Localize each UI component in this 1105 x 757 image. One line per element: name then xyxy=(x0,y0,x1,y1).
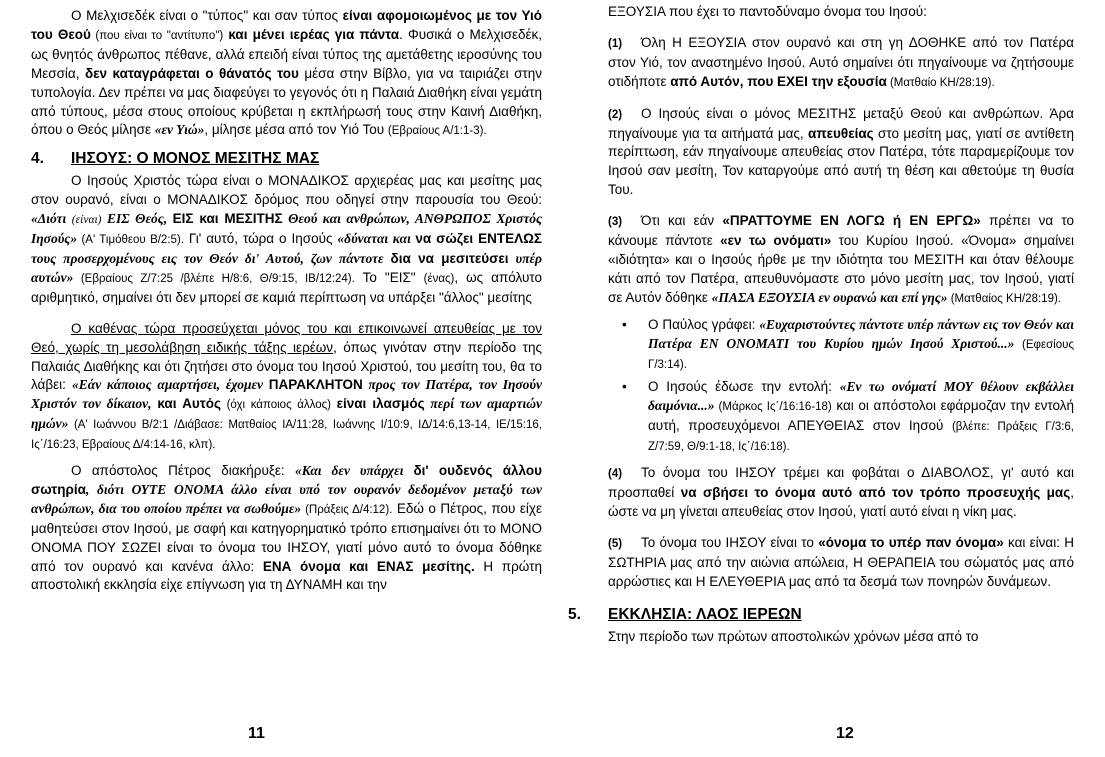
emphasis: δεν καταγράφεται ο θάνατός του xyxy=(84,65,299,81)
quote-emphasis: δια να μεσιτεύσει xyxy=(390,250,509,266)
point-4 xyxy=(608,464,1074,522)
emphasis: είναι αφομοιωμένος με τον Υιό του Θεού xyxy=(31,8,542,42)
text: στο μεσίτη μας, γιατί σε αντίθετη περίπτωση, εάν πηγαίνουμε απευθείας στον Πατέρα, τότε παραμερίζουμε τον Ιησού σαν μεσίτη, Τον καταργούμε από αυτή τη θέση και αθετούμε τη θυσία Του. xyxy=(608,125,1074,198)
quote-aside: (είναι) xyxy=(71,214,102,227)
quote-emphasis: ΕΙΣ και ΜΕΣΙΤΗΣ xyxy=(172,211,283,227)
text: Ο Ιησούς Χριστός τώρα είναι ο ΜΟΝΑΔΙΚΟΣ αρχιερέας μας και μεσίτης μας στον ουρανό, είναι ο ΜΟΝΑΔΙΚΟΣ δρόμος που οδηγεί στην παρουσία του Θεού: xyxy=(31,173,542,208)
reference: (Εβραίους Ζ/7:25 /βλέπε Η/8:6, Θ/9:15, ΙΒ/12:24). xyxy=(73,272,355,285)
quote: «Ευχαριστούντες πάντοτε υπέρ πάντων εις τον Θεόν και Πατέρα ΕΝ ΟΝΟΜΑΤΙ του Κυρίου ημών Ιησού Χριστού...» xyxy=(648,316,1074,351)
quote: τους προσερχομένους εις τον Θεόν δι' Αυτού, ζων πάντοτε xyxy=(31,250,391,266)
text: πρέπει να το κάνουμε πάντοτε xyxy=(608,213,1074,249)
quote: προς τον Πατέρα, τον Ιησούν Χριστόν τον δίκαιον, xyxy=(31,377,542,412)
section-title: ΕΚΚΛΗΣΙΑ: ΛΑΟΣ ΙΕΡΕΩΝ xyxy=(608,606,802,624)
paragraph-only-mediator xyxy=(31,172,542,307)
text: Γι' αυτό, τώρα ο Ιησούς xyxy=(183,231,338,247)
paragraph-church: Στην περίοδο των πρώτων αποστολικών χρόνων μέσα από το xyxy=(608,629,979,645)
emphasis: «ΠΡΑΤΤΟΥΜΕ ΕΝ ΛΟΓΩ ή ΕΝ ΕΡΓΩ» xyxy=(722,213,981,229)
section-title: ΙΗΣΟΥΣ: Ο ΜΟΝΟΣ ΜΕΣΙΤΗΣ ΜΑΣ xyxy=(71,150,320,168)
point-3 xyxy=(608,212,1074,309)
reference: (Α' Ιωάννου Β/2:1 /Διάβασε: Ματθαίος ΙΑ/11:28, Ιωάννης Ι/10:9, ΙΔ/14:6,13-14, ΙΕ/15:16, Ις΄/16:23, Εβραίους Δ/4:14-16, κλπ). xyxy=(31,419,542,452)
reference: (Μάρκος Ις΄/16:16-18) xyxy=(714,401,832,414)
text: . Φυσικά ο Μελχισεδέκ, ως θνητός άνθρωπος πέθανε, αλλά επειδή είναι τύπος της αμετάθετης ιεροσύνης του Μεσσία, xyxy=(31,26,543,81)
reference: (Πράξεις Δ/4:12). xyxy=(301,503,393,516)
aside: (ένας) xyxy=(423,272,455,285)
bullet-icon: • xyxy=(622,316,627,332)
quote: Θεού και ανθρώπων, ΑΝΘΡΩΠΟΣ Χριστός Ιησούς» xyxy=(31,211,542,247)
text: του Κυρίου Ιησού. «Όνομα» σημαίνει «ιδιότητα» και ο Ιησούς ήρθε με την ιδιότητα του ΜΕΣΙΤΗ και όταν θέλουμε κάτι από τον Πατέρα, απευθυνόμαστε στο μόνο μεσίτη μας, τον Ιησού, γιατί σε Αυτόν δόθηκε xyxy=(608,233,1074,305)
section-number: 5. xyxy=(568,606,581,624)
emphasis: «όνομα το υπέρ παν όνομα» xyxy=(818,534,1004,550)
paragraph-intro: ΕΞΟΥΣΙΑ που έχει το παντοδύναμο όνομα του Ιησού: xyxy=(608,4,927,19)
text: Ο Μελχισεδέκ είναι ο "τύπος" και σαν τύπος xyxy=(71,8,343,23)
page-left xyxy=(0,0,552,757)
quote: υπέρ αυτών» xyxy=(31,250,542,285)
emphasis: «εν τω ονόματι» xyxy=(720,233,832,249)
point-5 xyxy=(608,534,1074,592)
point-number: (1) xyxy=(608,37,623,50)
quote: περί των αμαρτιών ημών» xyxy=(31,396,542,432)
underlined-text: Ο καθένας τώρα προσεύχεται μόνος του και επικοινωνεί απευθείας με τον Θεό, χωρίς τη μεσολάβηση ειδικής τάξης ιερέων xyxy=(31,320,542,355)
text: Το όνομα του ΙΗΣΟΥ τρέμει και φοβάται ο ΔΙΑΒΟΛΟΣ, γι' αυτό και προσπαθεί xyxy=(608,465,1074,500)
paragraph-melchizedek xyxy=(31,7,542,141)
text: μέσα στην Βίβλο, για να ταιριάζει στην τυπολογία. Δεν πρέπει να μας διαφεύγει το γεγονός ότι η Παλαιά Διαθήκη είναι γεμάτη από τύπους, μέσα στους οποίους κρύβεται η εκπλήρωσή τους στην Καινή Διαθήκη, όπου ο Θεός μίλησε xyxy=(31,65,542,138)
quote: «ΠΑΣΑ ΕΞΟΥΣΙΑ εν ουρανώ και επί γης» xyxy=(711,289,948,305)
bullet-item xyxy=(608,378,1074,457)
quote: «Και δεν υπάρχει xyxy=(295,463,414,479)
quote: «εν Υιώ» xyxy=(154,122,205,138)
point-number: (5) xyxy=(608,537,623,550)
emphasis: από Αυτόν, που ΕΧΕΙ την εξουσία xyxy=(670,73,887,89)
text: Εδώ ο Πέτρος, που είχε μαθητεύσει στον Ιησού, με σαφή και κατηγορηματικό τρόπο επισημαίνει ότι το ΜΟΝΟ ΟΝΟΜΑ ΠΟΥ ΣΩΖΕΙ είναι το όνομα του ΙΗΣΟΥ, γιατί μόνο αυτό το όνομα δόθηκε από τον ουρανό και κανένα άλλο: xyxy=(31,500,542,574)
bullet-icon: • xyxy=(622,379,627,395)
quote-emphasis: ΠΑΡΑΚΛΗΤΟΝ xyxy=(268,377,363,393)
text: Ο Ιησούς είναι ο μόνος ΜΕΣΙΤΗΣ μεταξύ Θεού και ανθρώπων. Άρα πηγαίνουμε για τα αιτήματά μας, xyxy=(608,105,1074,141)
reference: (Εβραίους Α/1:1-3). xyxy=(387,125,487,138)
page-right xyxy=(552,0,1105,757)
text: και οι απόστολοι εφάρμοζαν την εντολή αυτή, προσευχόμενοι ΑΠΕΥΘΕΙΑΣ στον Ιησού xyxy=(648,398,1075,434)
reference: (βλέπε: Πράξεις Γ/3:6, Ζ/7:59, Θ/9:1-18, Ις΄/16:18). xyxy=(648,421,1075,454)
section-heading-5 xyxy=(552,605,1074,625)
text: , όπως γινόταν στην περίοδο της Παλαιάς Διαθήκης και ότι ζητήσει στο όνομα του Ιησού Χριστού, του μεσίτη του, θα το λάβει: xyxy=(31,339,542,393)
quote: ΕΙΣ Θεός, xyxy=(101,211,173,227)
emphasis: να σβήσει το όνομα αυτό από τον τρόπο προσευχής μας xyxy=(680,484,1071,500)
quote: «Εάν κάποιος αμαρτήσει, έχομεν xyxy=(71,377,269,393)
quote-emphasis: δι' ουδενός άλλου σωτηρία xyxy=(31,463,542,497)
paragraph-direct-prayer xyxy=(31,320,542,455)
point-1 xyxy=(608,34,1074,93)
section-heading-4 xyxy=(31,149,542,169)
text: Ο απόστολος Πέτρος διακήρυξε: xyxy=(71,463,295,479)
text: Το "ΕΙΣ" xyxy=(354,269,424,285)
reference: (Ματθαίος ΚΗ/28:19). xyxy=(947,292,1062,305)
emphasis: ΕΝΑ όνομα και ΕΝΑΣ μεσίτης. xyxy=(262,558,475,574)
text: Το όνομα του ΙΗΣΟΥ είναι το xyxy=(641,534,819,550)
text: Όλη Η ΕΞΟΥΣΙΑ στον ουρανό και στη γη ΔΟΘΗΚΕ από τον Πατέρα στον Υιό, τον αναστημένο Ιησού. Αυτό σημαίνει ότι πηγαίνουμε να ζητήσουμε οτιδήποτε xyxy=(608,34,1074,89)
paragraph-peter xyxy=(31,462,542,595)
aside: (που είναι το "αντίτυπο") xyxy=(90,29,224,42)
quote-emphasis: είναι ιλασμός xyxy=(336,396,425,412)
quote: «δύναται και xyxy=(337,231,416,247)
bullet-item xyxy=(608,316,1074,375)
quote: «Διότι xyxy=(31,211,72,227)
point-2 xyxy=(608,105,1074,201)
point-number: (4) xyxy=(608,468,623,481)
text: , ώστε να μη γίνεται απευθείας στον Ιησού, γιατί αυτό είναι η νίκη μας. xyxy=(608,484,1074,519)
aside: (όχι κάποιος άλλος) xyxy=(221,399,337,412)
emphasis: και μένει ιερέας για πάντα xyxy=(223,26,400,42)
reference: (Ματθαίο ΚΗ/28:19). xyxy=(886,76,995,89)
reference: (Α' Τιμόθεου Β/2:5). xyxy=(77,234,184,247)
reference: (Εφεσίους Γ/3:14). xyxy=(648,338,1074,371)
quote-emphasis: να σώζει ΕΝΤΕΛΩΣ xyxy=(415,231,542,247)
quote-emphasis: και Αυτός xyxy=(157,396,221,412)
point-number: (3) xyxy=(608,216,623,229)
text: , μίλησε μέσα από τον Υιό Του xyxy=(204,122,388,138)
text: Ότι και εάν xyxy=(641,213,723,229)
section-number: 4. xyxy=(31,150,44,168)
text: και είναι: Η ΣΩΤΗΡΙΑ μας από την αιώνια απώλεια, Η ΘΕΡΑΠΕΙΑ του σώματός μας από αρρώστιες και Η ΕΛΕΥΘΕΡΙΑ μας από τα δεσμά των πονηρών δυνάμεων. xyxy=(608,534,1074,589)
bullet-list xyxy=(608,316,1074,457)
quote: «Εν τω ονόματί ΜΟΥ θέλουν εκβάλλει δαιμόνια...» xyxy=(648,379,1074,414)
text: Ο Ιησούς έδωσε την εντολή: xyxy=(648,379,840,395)
page-number: 11 xyxy=(248,725,265,742)
text: Ο Παύλος γράφει: xyxy=(648,316,760,332)
emphasis: απευθείας xyxy=(808,125,874,141)
page-number: 12 xyxy=(836,725,854,742)
text: , ως απόλυτο αριθμητικό, σημαίνει ότι δεν μπορεί σε καμιά περίπτωση να υπάρξει "άλλος" μεσίτης xyxy=(31,269,542,305)
text: Η πρώτη αποστολική εκκλησία είχε επίγνωση για τη ΔΥΝΑΜΗ και την xyxy=(31,558,542,593)
point-number: (2) xyxy=(608,108,623,121)
quote: , διότι ΟΥΤΕ ΟΝΟΜΑ άλλο είναι υπό τον ουρανόν δεδομένον μεταξύ των ανθρώπων, δια του οποίου πρέπει να σωθούμε» xyxy=(31,481,542,516)
